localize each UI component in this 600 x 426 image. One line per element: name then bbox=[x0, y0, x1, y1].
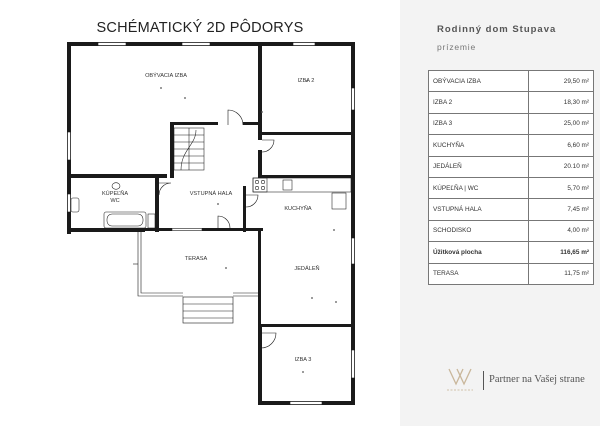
table-row bbox=[429, 199, 594, 220]
area-value: 25,00 m² bbox=[528, 113, 593, 134]
area-name: IZBA 2 bbox=[429, 92, 529, 113]
area-name: KÚPEĽŇA | WC bbox=[429, 177, 529, 198]
room-label-terasa: TERASA bbox=[184, 256, 208, 262]
area-value: 29,50 m² bbox=[528, 71, 593, 92]
area-value: 4,00 m² bbox=[528, 220, 593, 241]
house-title: Rodinný dom Stupava bbox=[437, 24, 557, 35]
area-table bbox=[428, 70, 594, 285]
area-name: TERASA bbox=[429, 263, 529, 284]
walls bbox=[67, 42, 355, 405]
table-row bbox=[429, 92, 594, 113]
area-value: 11,75 m² bbox=[528, 263, 593, 284]
table-row-total bbox=[429, 242, 594, 263]
room-label-hala: VSTUPNÁ HALA bbox=[189, 191, 233, 197]
area-name: IZBA 3 bbox=[429, 113, 529, 134]
windows bbox=[68, 43, 355, 405]
staircase bbox=[174, 128, 204, 170]
terrace bbox=[133, 232, 258, 323]
table-row bbox=[429, 177, 594, 198]
table-row bbox=[429, 113, 594, 134]
table-row bbox=[429, 220, 594, 241]
area-value: 20.10 m² bbox=[528, 156, 593, 177]
bathroom-fixtures bbox=[71, 183, 155, 228]
brand-divider bbox=[483, 371, 484, 390]
area-value: 7,45 m² bbox=[528, 199, 593, 220]
brand-logo bbox=[445, 367, 475, 393]
area-name: Úžitková plocha bbox=[429, 242, 529, 263]
room-label-kuchyna: KUCHYŇA bbox=[284, 206, 312, 212]
area-name: KUCHYŇA bbox=[429, 135, 529, 156]
area-value: 5,70 m² bbox=[528, 177, 593, 198]
table-row bbox=[429, 135, 594, 156]
area-name: OBÝVACIA IZBA bbox=[429, 71, 529, 92]
house-subtitle: prízemie bbox=[437, 42, 476, 52]
room-label-izba3: IZBA 3 bbox=[294, 357, 312, 363]
table-row bbox=[429, 71, 594, 92]
room-label-izba2: IZBA 2 bbox=[297, 78, 315, 84]
kitchen-counter bbox=[253, 178, 351, 209]
area-value: 116,65 m² bbox=[528, 242, 593, 263]
room-label-obyvacia: OBÝVACIA IZBA bbox=[145, 73, 187, 79]
area-value: 6,60 m² bbox=[528, 135, 593, 156]
room-label-wc: WC bbox=[110, 198, 120, 204]
table-row bbox=[429, 263, 594, 284]
area-name: SCHODISKO bbox=[429, 220, 529, 241]
table-row bbox=[429, 156, 594, 177]
room-label-jedalen: JEDÁLEŇ bbox=[294, 266, 320, 272]
room-label-kupelna: KÚPEĽŇA bbox=[101, 191, 129, 197]
brand-tagline: Partner na Vašej strane bbox=[489, 374, 585, 385]
area-name: JEDÁLEŇ bbox=[429, 156, 529, 177]
plan-title: SCHÉMATICKÝ 2D PÔDORYS bbox=[96, 20, 304, 36]
area-name: VSTUPNÁ HALA bbox=[429, 199, 529, 220]
area-value: 18,30 m² bbox=[528, 92, 593, 113]
